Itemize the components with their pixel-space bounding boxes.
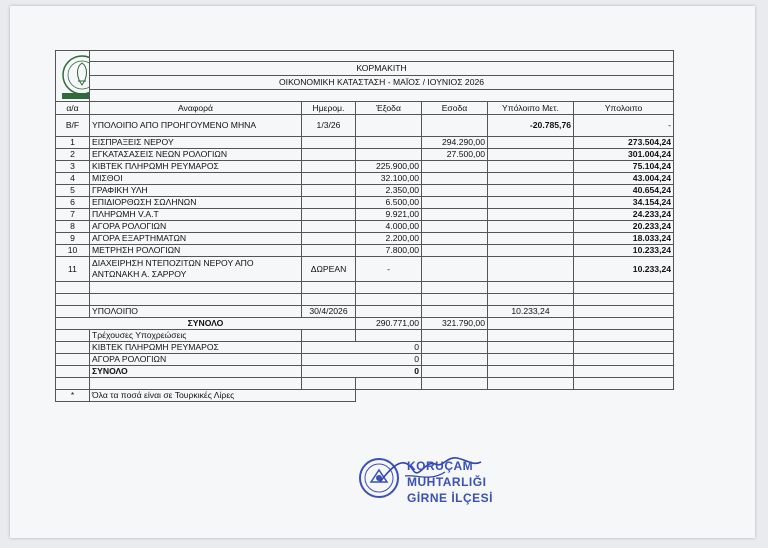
obligation-row: ΚΙΒΤΕΚ ΠΛΗΡΩΜΗ ΡΕΥΜΑΡΟΣ 0 [56, 342, 674, 354]
obligations-title-row [56, 330, 674, 342]
logo-cell [56, 51, 90, 102]
closing-carried: 10.233,24 [488, 306, 574, 318]
table-row: 1 ΕΙΣΠΡΑΞΕΙΣ ΝΕΡΟΥ 294.290,00 273.504,24 [56, 137, 674, 149]
row11-balance: 10.233,24 [574, 257, 674, 282]
obligation-row: ΑΓΟΡΑ ΡΟΛΟΓΙΩΝ 0 [56, 354, 674, 366]
row11-expense: - [356, 257, 422, 282]
obligations-total-row: ΣΥΝΟΛΟ 0 [56, 366, 674, 378]
community-logo [56, 51, 90, 101]
table-row: 6 ΕΠΙΔΙΟΡΘΩΣΗ ΣΩΛΗΝΩΝ 6.500,00 34.154,24 [56, 197, 674, 209]
statement-table [55, 50, 674, 402]
closing-date: 30/4/2026 [302, 306, 356, 318]
table-row: 8 ΑΓΟΡΑ ΡΟΛΟΓΙΩΝ 4.000,00 20.233,24 [56, 221, 674, 233]
official-stamp [355, 452, 535, 512]
opening-no: B/F [56, 115, 90, 137]
table-row: 11 ΔΙΑΧΕΙΡΗΣΗ ΝΤΕΠΟΖΙΤΩΝ ΝΕΡΟΥ ΑΠΟ ΑΝΤΩΝΑΚΗ Α. ΣΑΡΡΟΥ ΔΩΡΕΑΝ - 10.233,24 [56, 257, 674, 282]
table-row: 3 ΚΙΒΤΕΚ ΠΛΗΡΩΜΗ ΡΕΥΜΑΡΟΣ 225.900,00 75.104,24 [56, 161, 674, 173]
total-income: 321.790,00 [422, 318, 488, 330]
opening-balance: - [574, 115, 674, 137]
row11-date: ΔΩΡΕΑΝ [302, 257, 356, 282]
stamp-line2: MUHTARLIĞI [407, 475, 487, 489]
col-carried: Υπόλοιπο Μετ. [488, 102, 574, 115]
org-title: ΚΟΡΜΑΚΙΤΗ [90, 61, 674, 75]
obligations-title: Τρέχουσες Υποχρεώσεις [90, 330, 302, 342]
total-label: ΣΥΝΟΛΟ [56, 318, 356, 330]
stamp-line1: KORUÇAM [407, 459, 474, 473]
stamp-line3: GİRNE İLÇESİ [407, 491, 494, 505]
col-balance: Υπολοιπο [574, 102, 674, 115]
column-header-row [56, 102, 674, 115]
stamp-text [407, 458, 493, 506]
table-row: 9 ΑΓΟΡΑ ΕΞΑΡΤΗΜΑΤΩΝ 2.200,00 18.033,24 [56, 233, 674, 245]
total-row [56, 318, 674, 330]
closing-row [56, 306, 674, 318]
opening-ref: ΥΠΟΛΟΙΠΟ ΑΠΟ ΠΡΟΗΓΟΥΜΕΝΟ ΜΗΝΑ [90, 115, 302, 137]
opening-carried: -20.785,76 [488, 115, 574, 137]
col-date: Ημερομ. [302, 102, 356, 115]
footnote-mark: * [56, 390, 90, 402]
col-income: Εσοδα [422, 102, 488, 115]
total-expense: 290.771,00 [356, 318, 422, 330]
footnote-row [56, 390, 674, 402]
statement-subtitle: ΟΙΚΟΝΟΜΙΚΗ ΚΑΤΑΣΤΑΣΗ - ΜΑΪΟΣ / ΙΟΥΝΙΟΣ 2026 [90, 75, 674, 89]
col-ref: Αναφορά [90, 102, 302, 115]
opening-date: 1/3/26 [302, 115, 356, 137]
financial-statement [55, 50, 673, 402]
table-row: 2 ΕΓΚΑΤΑΣΑΣΕΙΣ ΝΕΩΝ ΡΟΛΟΓΙΩΝ 27.500,00 301.004,24 [56, 149, 674, 161]
closing-ref: ΥΠΟΛΟΙΠΟ [90, 306, 302, 318]
row11-ref-line2: ΑΝΤΩΝΑΚΗ Α. ΣΑΡΡΟΥ [92, 269, 187, 279]
row11-ref-line1: ΔΙΑΧΕΙΡΗΣΗ ΝΤΕΠΟΖΙΤΩΝ ΝΕΡΟΥ ΑΠΟ [92, 258, 254, 268]
col-no: α/α [56, 102, 90, 115]
footnote-text: Όλα τα ποσά είναι σε Τουρκικές Λίρες [90, 390, 356, 402]
table-row: 4 ΜΙΣΘΟΙ 32.100,00 43.004,24 [56, 173, 674, 185]
table-row: 7 ΠΛΗΡΩΜΗ V.A.T 9.921,00 24.233,24 [56, 209, 674, 221]
logo-emblem-icon [56, 51, 90, 101]
col-expense: Έξοδα [356, 102, 422, 115]
table-row: 5 ΓΡΑΦΙΚΗ ΥΛΗ 2.350,00 40.654,24 [56, 185, 674, 197]
table-row: 10 ΜΕΤΡΗΣΗ ΡΟΛΟΓΙΩΝ 7.800,00 10.233,24 [56, 245, 674, 257]
opening-row [56, 115, 674, 137]
